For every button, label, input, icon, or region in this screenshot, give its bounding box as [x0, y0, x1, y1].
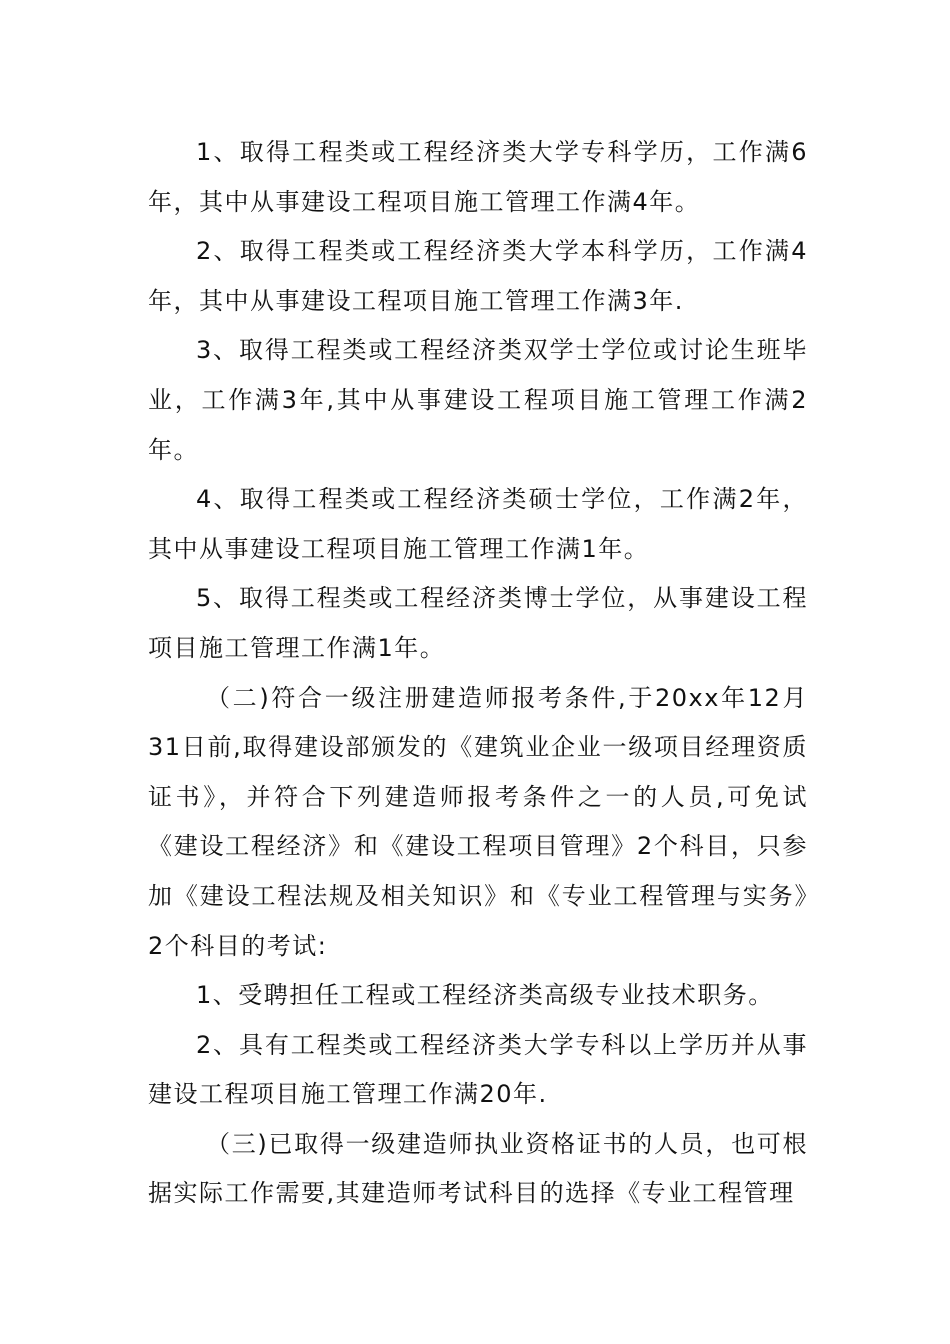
document-body: [148, 128, 808, 1219]
paragraph-item-2: 2、取得工程类或工程经济类大学本科学历，工作满4年，其中从事建设工程项目施工管理工作满3年.: [148, 237, 808, 315]
paragraph-item-3: 3、取得工程类或工程经济类双学士学位或讨论生班毕业，工作满3年,其中从事建设工程项目施工管理工作满2年。: [148, 336, 808, 464]
paragraph-item-4: 4、取得工程类或工程经济类硕士学位，工作满2年，其中从事建设工程项目施工管理工作满1年。: [148, 485, 808, 563]
paragraph-item-5: 5、取得工程类或工程经济类博士学位，从事建设工程项目施工管理工作满1年。: [148, 584, 808, 662]
paragraph-exempt-2: 2、具有工程类或工程经济类大学专科以上学历并从事建设工程项目施工管理工作满20年.: [148, 1030, 808, 1109]
paragraph-section-2: （二)符合一级注册建造师报考条件,于20xx年12月31日前,取得建设部颁发的《建筑业企业一级项目经理资质证书》，并符合下列建造师报考条件之一的人员,可免试《建设工程经济》和《建设工程项目管理》2个科目，只参加《建设工程法规及相关知识》和《专业工程管理与实务》2个科目的考试:: [148, 683, 808, 960]
paragraph-item-1: 1、取得工程类或工程经济类大学专科学历，工作满6年，其中从事建设工程项目施工管理工作满4年。: [148, 138, 808, 216]
paragraph-section-3: （三)已取得一级建造师执业资格证书的人员，也可根据实际工作需要,其建造师考试科目的选择《专业工程管理: [148, 1129, 808, 1208]
paragraph-exempt-1: 1、受聘担任工程或工程经济类高级专业技术职务。: [196, 981, 774, 1010]
